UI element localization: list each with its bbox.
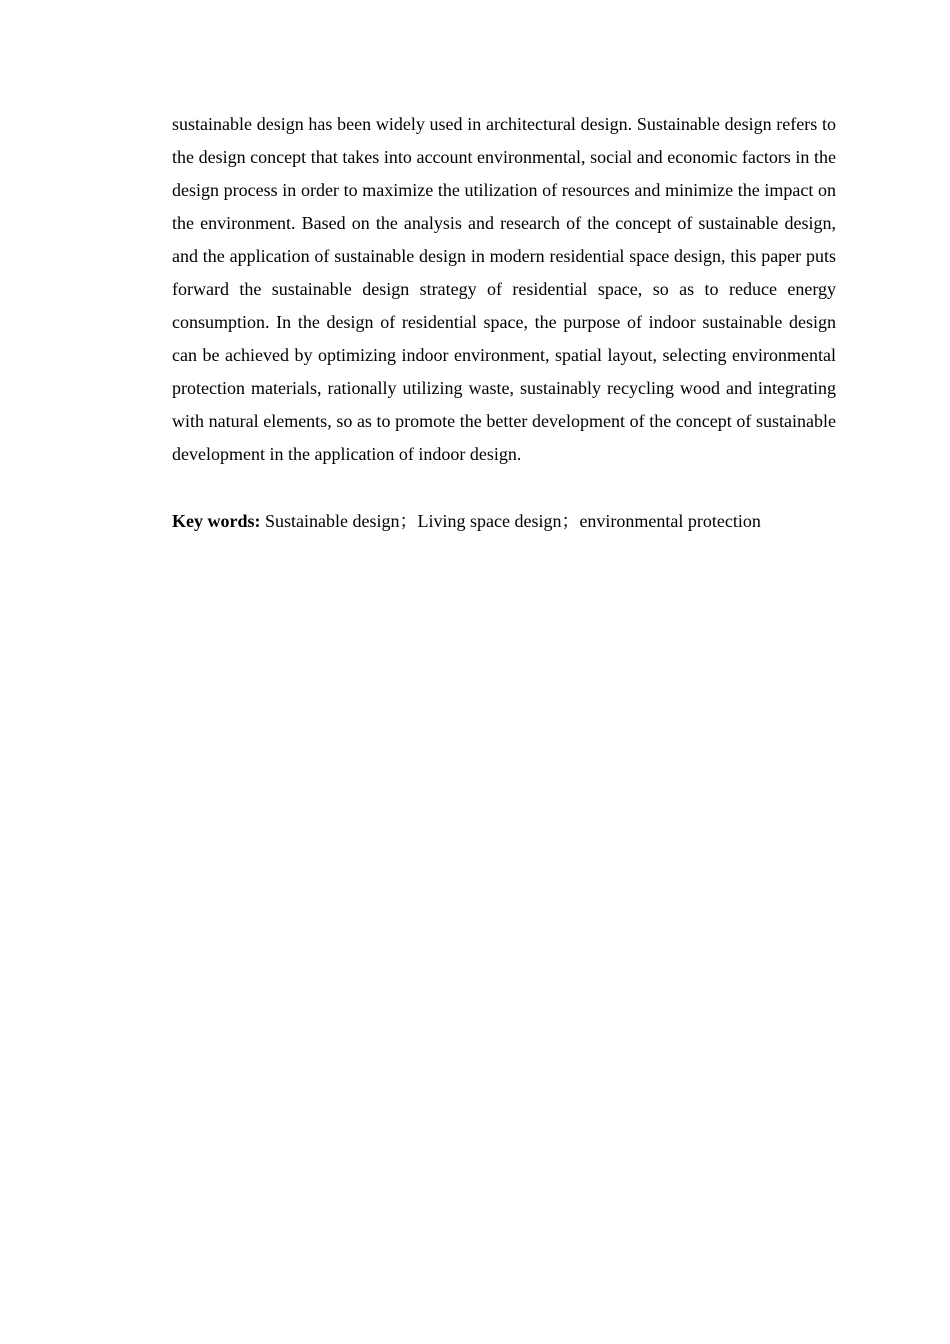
abstract-paragraph: sustainable design has been widely used in architectural design. Sustainable design refers to the design concept that takes into account environmental, social and economic factors in the design process in order to maximize the utilization of resources and minimize the impact on the environment. Based on the analysis and research of the concept of sustainable design, and the application of sustainable design in modern residential space design, this paper puts forward the sustainable design strategy of residential space, so as to reduce energy consumption. In the design of residential space, the purpose of indoor sustainable design can be achieved by optimizing indoor environment, spatial layout, selecting environmental protection materials, rationally utilizing waste, sustainably recycling wood and integrating with natural elements, so as to promote the better development of the concept of sustainable development in the application of indoor design. [172, 114, 836, 464]
keywords-list: Sustainable design；Living space design；environmental protection [265, 511, 761, 531]
abstract-section [172, 108, 836, 538]
keywords-label: Key words: [172, 511, 261, 531]
keywords-line [172, 505, 836, 538]
